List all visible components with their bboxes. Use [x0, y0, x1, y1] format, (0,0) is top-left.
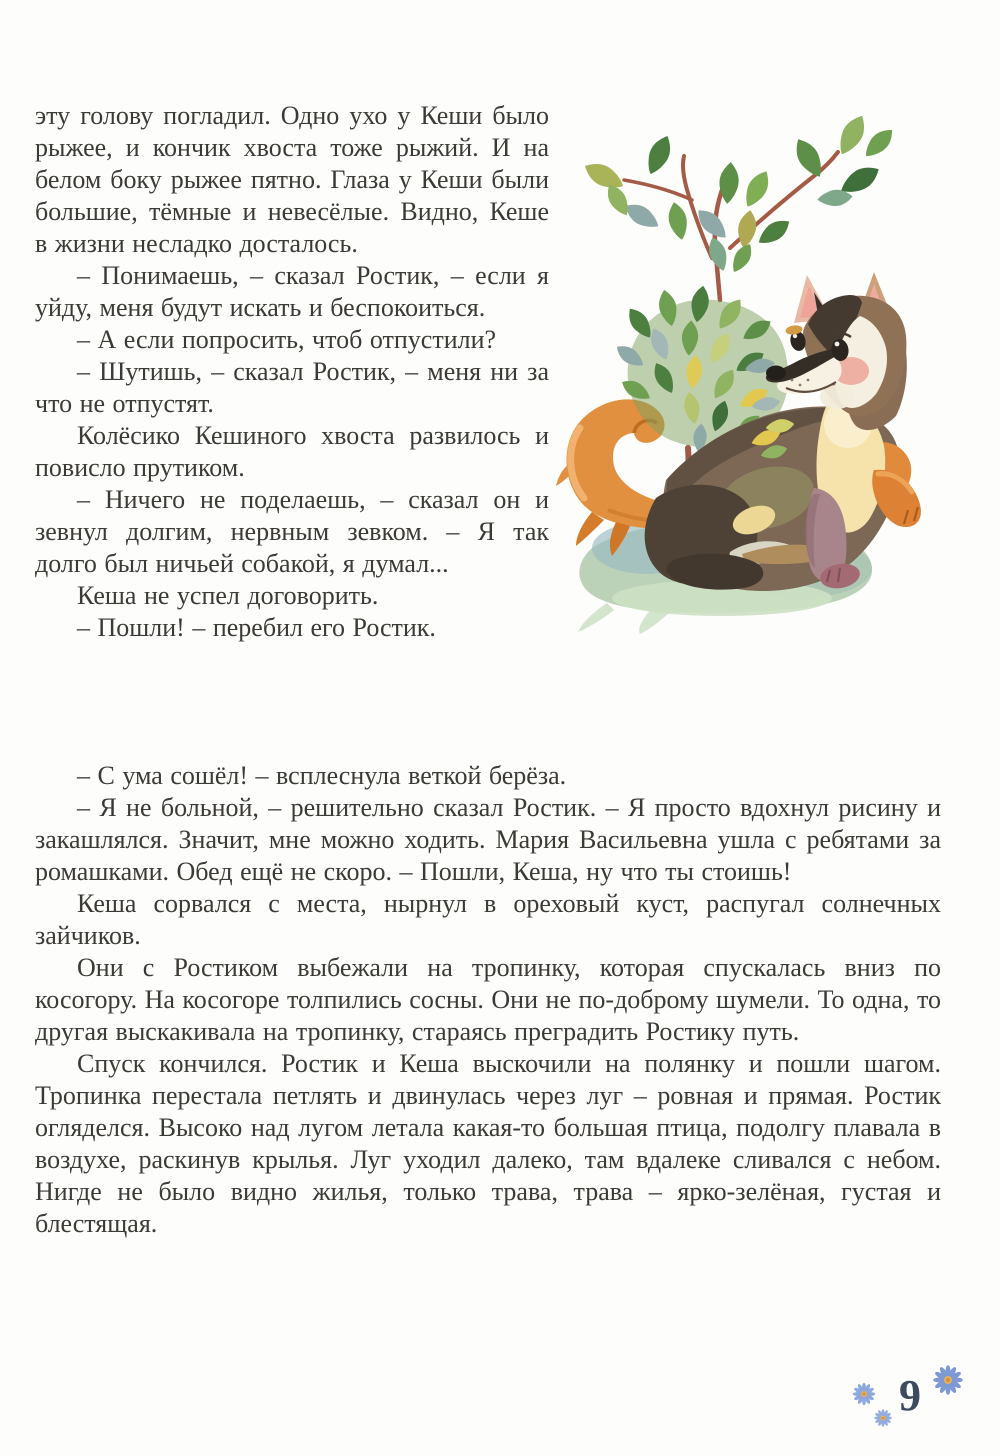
story-text-narrow-column — [35, 100, 549, 760]
flower-icon-small — [874, 1409, 892, 1427]
sapling-leaves-middle — [692, 161, 794, 275]
story-text-full-column — [35, 760, 941, 1240]
story-paragraph: – Я не больной, – решительно сказал Ростик. – Я просто вдохнул рисину и закашлялся. Значит, мне можно ходить. Мария Васильевна ушла с ребятами за ромашками. Обед ещё не скоро. – Пошли, Кеша, ну что ты стоишь! — [35, 793, 941, 886]
story-paragraph: эту голову погладил. Одно ухо у Кеши было рыжее, и кончик хвоста тоже рыжий. И на белом боку рыжее пятно. Глаза у Кеши были большие, тёмные и невесёлые. Видно, Кеше в жизни несладко досталось. — [35, 101, 549, 258]
story-paragraph: – А если попросить, чтоб отпустили? — [77, 325, 497, 354]
sapling-leaves-right — [790, 111, 898, 207]
sapling-leaves-upper-left — [580, 132, 690, 242]
story-paragraph: Кеша не успел договорить. — [77, 581, 379, 610]
flower-icon-large — [933, 1365, 963, 1395]
story-paragraph: Спуск кончился. Ростик и Кеша выскочили на полянку и пошли шагом. Тропинка перестала петлять и двинулась через луг – ровная и прямая. Ростик огляделся. Высоко над лугом летала какая-то большая птица, подолгу плавала в воздухе, раскинув крылья. Луг уходил далеко, там вдалеке сливался с небом. Нигде не было видно жилья, только трава, трава – ярко-зелёная, густая и блестящая. — [35, 1049, 941, 1238]
story-paragraph: – Ничего не поделаешь, – сказал он и зевнул долгим, нервным зевком. – Я так долго был ничьей собакой, я думал... — [35, 485, 549, 578]
story-paragraph: – С ума сошёл! – всплеснула веткой берёза. — [77, 761, 567, 790]
story-paragraph: – Шутишь, – сказал Ростик, – меня ни за что не отпустят. — [35, 357, 549, 418]
puppy-illustration — [552, 108, 988, 714]
page-number: 9 — [899, 1371, 921, 1420]
story-paragraph: Они с Ростиком выбежали на тропинку, которая спускалась вниз по косогору. На косогоре толпились сосны. Они не по-доброму шумели. То одна, то другая выскакивала на тропинку, стараясь преградить Ростику путь. — [35, 953, 941, 1046]
flower-icon-medium — [853, 1383, 875, 1405]
story-paragraph: – Пошли! – перебил его Ростик. — [77, 613, 436, 642]
story-paragraph: Колёсико Кешиного хвоста развилось и повисло прутиком. — [35, 421, 549, 482]
page-footer — [840, 1355, 990, 1445]
story-paragraph: – Понимаешь, – сказал Ростик, – если я уйду, меня будут искать и беспокоиться. — [35, 261, 549, 322]
story-paragraph: Кеша сорвался с места, нырнул в ореховый куст, распугал солнечных зайчиков. — [35, 889, 941, 950]
